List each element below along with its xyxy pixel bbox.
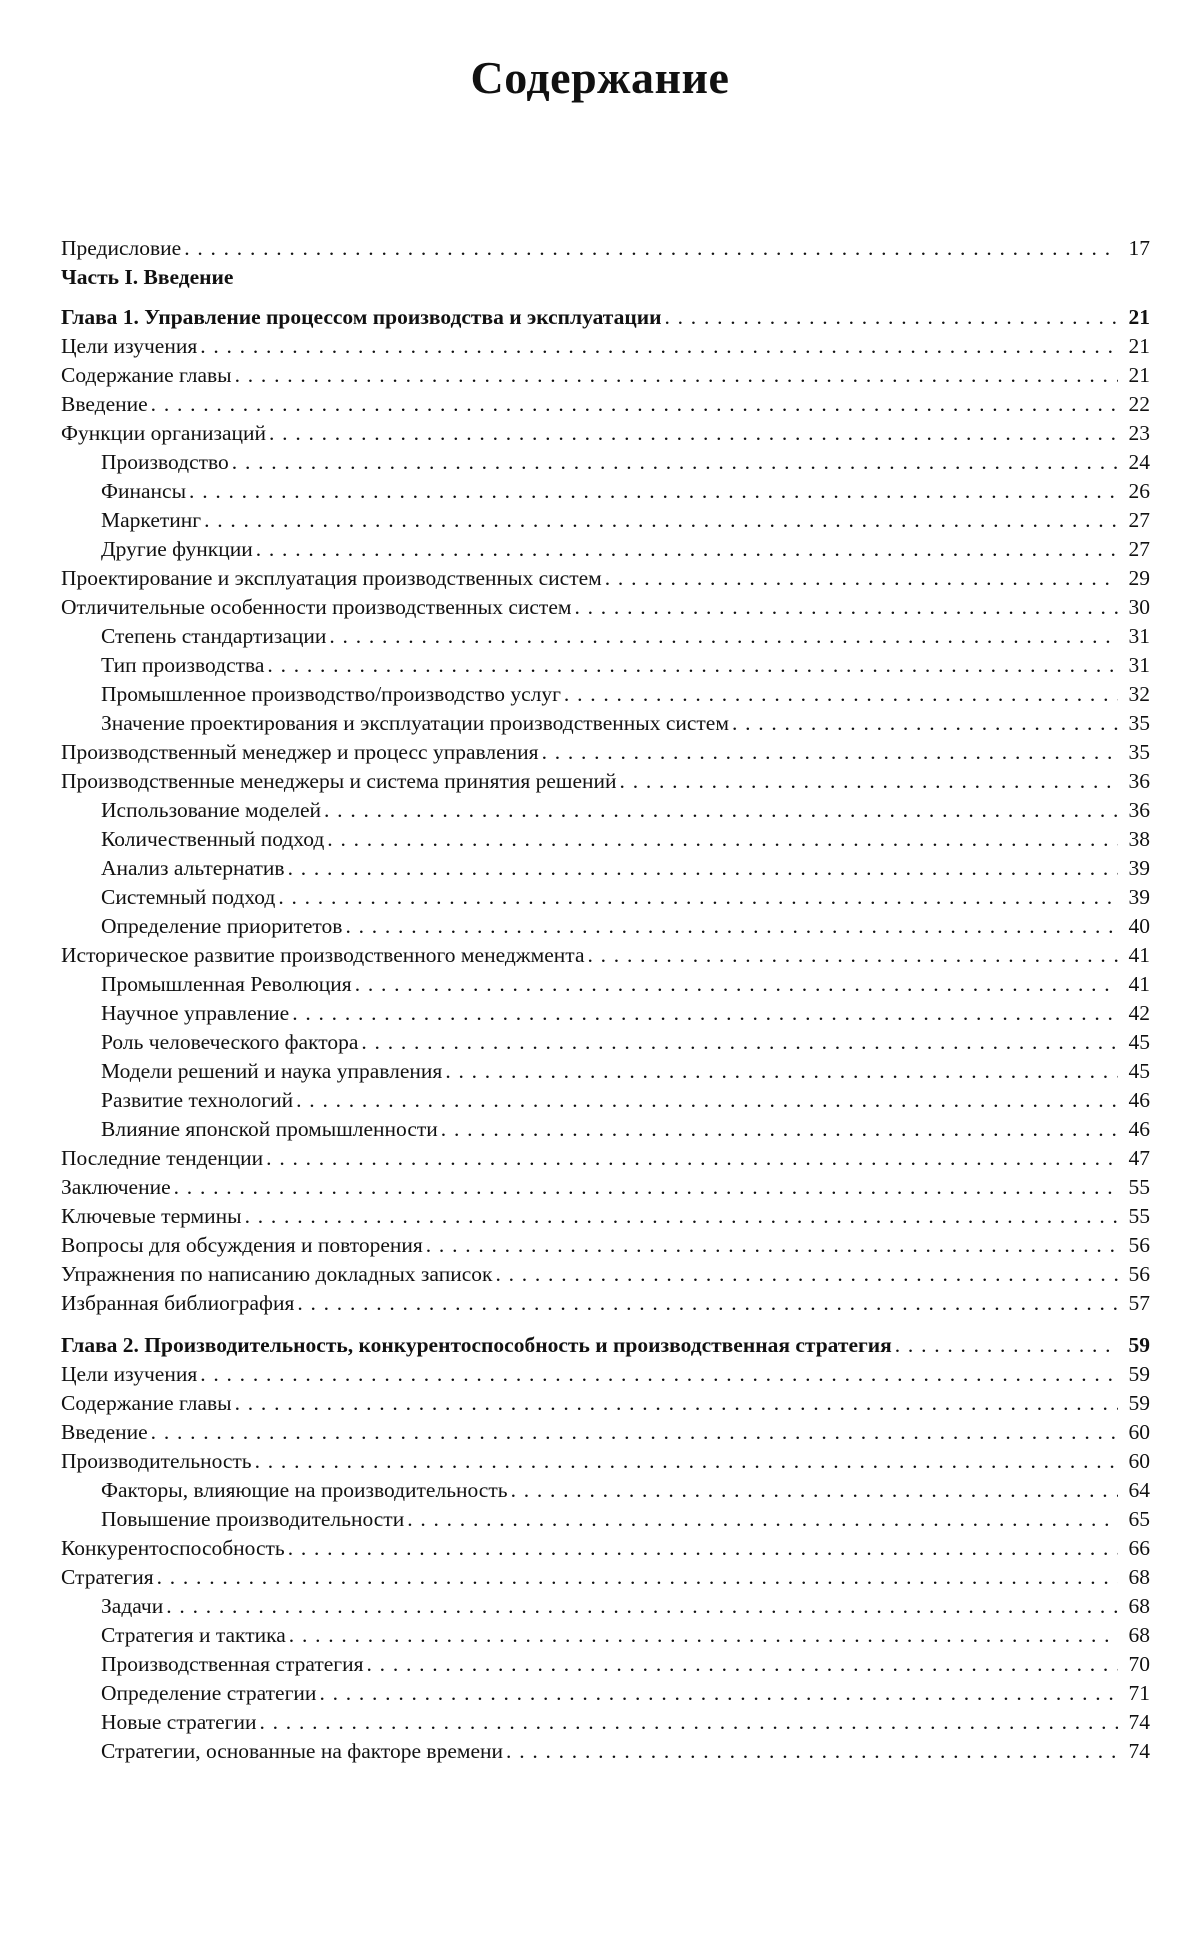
toc-page-number: 68 xyxy=(1128,1594,1150,1618)
toc-entry xyxy=(61,1534,1150,1563)
toc-page-number: 59 xyxy=(1128,1333,1150,1357)
toc-entry xyxy=(61,506,1150,535)
toc-entry xyxy=(61,970,1150,999)
toc-entry-title: Отличительные особенности производственных систем xyxy=(61,595,572,619)
toc-page-number: 22 xyxy=(1128,392,1150,416)
dot-leader xyxy=(574,593,1118,622)
toc-entry xyxy=(61,1231,1150,1260)
dot-leader xyxy=(292,999,1118,1028)
toc-entry xyxy=(61,1202,1150,1231)
toc-entry-title: Маркетинг xyxy=(101,508,202,532)
toc-entry-title: Использование моделей xyxy=(101,798,322,822)
toc-entry-title: Заключение xyxy=(61,1175,171,1199)
dot-leader xyxy=(260,1708,1119,1737)
toc-page-number: 39 xyxy=(1128,856,1150,880)
toc-entry-title: Цели изучения xyxy=(61,1362,198,1386)
toc-entry xyxy=(61,825,1150,854)
toc-page-number: 31 xyxy=(1128,624,1150,648)
toc-entry-title: Финансы xyxy=(101,479,187,503)
toc-entry-title: Степень стандартизации xyxy=(101,624,327,648)
toc-entry-title: Содержание главы xyxy=(61,363,232,387)
toc-entry-title: Историческое развитие производственного менеджмента xyxy=(61,943,585,967)
dot-leader xyxy=(506,1737,1118,1766)
toc-entry xyxy=(61,709,1150,738)
toc-entry-title: Системный подход xyxy=(101,885,276,909)
dot-leader xyxy=(355,970,1118,999)
toc-page-number: 71 xyxy=(1128,1681,1150,1705)
toc-entry xyxy=(61,448,1150,477)
toc-entry-title: Содержание главы xyxy=(61,1391,232,1415)
toc-entry xyxy=(61,680,1150,709)
toc-entry xyxy=(61,1057,1150,1086)
toc-entry-title: Функции организаций xyxy=(61,421,267,445)
toc-entry xyxy=(61,1144,1150,1173)
dot-leader xyxy=(441,1115,1118,1144)
toc-entry xyxy=(61,796,1150,825)
toc-entry xyxy=(61,1737,1150,1766)
toc-page-number: 45 xyxy=(1128,1030,1150,1054)
toc-page-number: 55 xyxy=(1128,1204,1150,1228)
dot-leader xyxy=(542,738,1118,767)
toc-page-number: 41 xyxy=(1128,972,1150,996)
toc-entry-title: Проектирование и эксплуатация производственных систем xyxy=(61,566,602,590)
toc-entry-title: Производительность xyxy=(61,1449,252,1473)
toc-entry xyxy=(61,390,1150,419)
toc-entry-title: Промышленная Революция xyxy=(101,972,352,996)
dot-leader xyxy=(511,1476,1118,1505)
toc-page-number: 46 xyxy=(1128,1117,1150,1141)
toc-page-number: 41 xyxy=(1128,943,1150,967)
toc-entry xyxy=(61,767,1150,796)
toc-page-number: 56 xyxy=(1128,1262,1150,1286)
toc-entry-title: Производственные менеджеры и система принятия решений xyxy=(61,769,617,793)
toc-page-number: 36 xyxy=(1128,769,1150,793)
dot-leader xyxy=(255,1447,1118,1476)
toc-entry xyxy=(61,535,1150,564)
toc-entry-title: Развитие технологий xyxy=(101,1088,294,1112)
dot-leader xyxy=(278,883,1118,912)
toc-page-number: 70 xyxy=(1128,1652,1150,1676)
toc-page-number: 31 xyxy=(1128,653,1150,677)
toc-entry xyxy=(61,1679,1150,1708)
dot-leader xyxy=(151,1418,1118,1447)
toc-entry-title: Стратегии, основанные на факторе времени xyxy=(101,1739,504,1763)
toc-entry-title: Производственная стратегия xyxy=(101,1652,364,1676)
toc-page-number: 27 xyxy=(1128,537,1150,561)
toc-entry xyxy=(61,1621,1150,1650)
toc-entry-title: Тип производства xyxy=(101,653,265,677)
toc-entry xyxy=(61,1476,1150,1505)
toc-page-number: 59 xyxy=(1128,1391,1150,1415)
dot-leader xyxy=(232,448,1118,477)
toc-page-number: 36 xyxy=(1128,798,1150,822)
dot-leader xyxy=(426,1231,1118,1260)
toc-entry xyxy=(61,622,1150,651)
dot-leader xyxy=(184,234,1118,263)
toc-entry xyxy=(61,1289,1150,1318)
toc-entry xyxy=(61,912,1150,941)
toc-entry-title: Избранная библиография xyxy=(61,1291,295,1315)
toc-page-number: 29 xyxy=(1128,566,1150,590)
toc-page-number: 17 xyxy=(1128,236,1150,260)
dot-leader xyxy=(367,1650,1118,1679)
dot-leader xyxy=(665,303,1119,332)
toc-entry-title: Значение проектирования и эксплуатации производственных систем xyxy=(101,711,729,735)
toc-page-number: 24 xyxy=(1128,450,1150,474)
toc-entry-title: Введение xyxy=(61,392,148,416)
toc-entry-title: Задачи xyxy=(101,1594,164,1618)
toc-entry-title: Глава 2. Производительность, конкурентоспособность и производственная стратегия xyxy=(61,1333,892,1357)
toc-page-number: 45 xyxy=(1128,1059,1150,1083)
toc-entry xyxy=(61,1028,1150,1057)
toc-entry xyxy=(61,1360,1150,1389)
dot-leader xyxy=(732,709,1118,738)
toc-page-number: 60 xyxy=(1128,1420,1150,1444)
toc-entry-title: Научное управление xyxy=(101,1001,290,1025)
toc-entry-title: Повышение производительности xyxy=(101,1507,405,1531)
dot-leader xyxy=(200,1360,1118,1389)
toc-page-number: 74 xyxy=(1128,1739,1150,1763)
toc-entry-title: Стратегия xyxy=(61,1565,154,1589)
dot-leader xyxy=(605,564,1118,593)
toc-entry-title: Количественный подход xyxy=(101,827,325,851)
dot-leader xyxy=(269,419,1118,448)
toc-entry-title: Вопросы для обсуждения и повторения xyxy=(61,1233,423,1257)
dot-leader xyxy=(588,941,1119,970)
toc-entry-title: Конкурентоспособность xyxy=(61,1536,285,1560)
toc-chapter-heading xyxy=(61,1331,1150,1360)
toc-entry-title: Часть I. Введение xyxy=(61,265,234,289)
dot-leader xyxy=(288,854,1118,883)
dot-leader xyxy=(200,332,1118,361)
dot-leader xyxy=(288,1534,1118,1563)
toc-entry-title: Роль человеческого фактора xyxy=(101,1030,359,1054)
toc-entry xyxy=(61,999,1150,1028)
toc-page-number: 40 xyxy=(1128,914,1150,938)
dot-leader xyxy=(296,1086,1118,1115)
toc-entry-title: Новые стратегии xyxy=(101,1710,257,1734)
toc-page-number: 42 xyxy=(1128,1001,1150,1025)
dot-leader xyxy=(157,1563,1118,1592)
toc-entry xyxy=(61,1260,1150,1289)
dot-leader xyxy=(361,1028,1118,1057)
toc-page-number: 27 xyxy=(1128,508,1150,532)
toc-entry xyxy=(61,1505,1150,1534)
toc-page-number: 23 xyxy=(1128,421,1150,445)
toc-page-number: 35 xyxy=(1128,711,1150,735)
toc-entry xyxy=(61,361,1150,390)
toc-entry-title: Предисловие xyxy=(61,236,182,260)
toc-entry xyxy=(61,1115,1150,1144)
toc-entry-title: Определение стратегии xyxy=(101,1681,317,1705)
toc-page-number: 55 xyxy=(1128,1175,1150,1199)
dot-leader xyxy=(151,390,1118,419)
dot-leader xyxy=(166,1592,1118,1621)
dot-leader xyxy=(345,912,1118,941)
dot-leader xyxy=(327,825,1118,854)
dot-leader xyxy=(289,1621,1118,1650)
dot-leader xyxy=(267,651,1118,680)
toc-page-number: 35 xyxy=(1128,740,1150,764)
toc-entry-title: Глава 1. Управление процессом производства и эксплуатации xyxy=(61,305,662,329)
toc-page-number: 21 xyxy=(1128,305,1150,329)
toc-entry xyxy=(61,1389,1150,1418)
toc-entry xyxy=(61,593,1150,622)
toc-entry xyxy=(61,564,1150,593)
toc-page-number: 21 xyxy=(1128,363,1150,387)
toc-entry xyxy=(61,1708,1150,1737)
dot-leader xyxy=(564,680,1118,709)
toc-entry-title: Промышленное производство/производство услуг xyxy=(101,682,561,706)
toc-entry xyxy=(61,477,1150,506)
toc-entry xyxy=(61,1563,1150,1592)
toc-entry xyxy=(61,883,1150,912)
toc-entry xyxy=(61,1086,1150,1115)
toc-entry-title: Факторы, влияющие на производительность xyxy=(101,1478,508,1502)
dot-leader xyxy=(235,1389,1118,1418)
toc-page-number: 64 xyxy=(1128,1478,1150,1502)
toc-entry-title: Производство xyxy=(101,450,229,474)
toc-page-number: 32 xyxy=(1128,682,1150,706)
toc-page-number: 59 xyxy=(1128,1362,1150,1386)
toc-page-number: 68 xyxy=(1128,1623,1150,1647)
toc-page-number: 47 xyxy=(1128,1146,1150,1170)
dot-leader xyxy=(245,1202,1118,1231)
dot-leader xyxy=(324,796,1118,825)
page-title: Содержание xyxy=(470,52,730,103)
toc-page-number: 39 xyxy=(1128,885,1150,909)
toc-entry xyxy=(61,234,1150,263)
toc-page-number: 57 xyxy=(1128,1291,1150,1315)
dot-leader xyxy=(895,1331,1118,1360)
dot-leader xyxy=(174,1173,1118,1202)
toc-entry xyxy=(61,1650,1150,1679)
dot-leader xyxy=(620,767,1118,796)
toc-entry-title: Определение приоритетов xyxy=(101,914,343,938)
toc-page-number: 65 xyxy=(1128,1507,1150,1531)
toc-entry-title: Стратегия и тактика xyxy=(101,1623,286,1647)
toc-entry xyxy=(61,332,1150,361)
toc-entry xyxy=(61,651,1150,680)
dot-leader xyxy=(256,535,1118,564)
dot-leader xyxy=(319,1679,1118,1708)
toc-entry-title: Введение xyxy=(61,1420,148,1444)
toc-page-number: 66 xyxy=(1128,1536,1150,1560)
toc-entry-title: Последние тенденции xyxy=(61,1146,264,1170)
toc-part-heading xyxy=(61,263,1150,292)
toc-entry xyxy=(61,738,1150,767)
dot-leader xyxy=(445,1057,1118,1086)
toc-page-number: 26 xyxy=(1128,479,1150,503)
toc-entry-title: Упражнения по написанию докладных записок xyxy=(61,1262,493,1286)
toc-page-number: 38 xyxy=(1128,827,1150,851)
dot-leader xyxy=(407,1505,1118,1534)
toc-entry-title: Влияние японской промышленности xyxy=(101,1117,438,1141)
dot-leader xyxy=(235,361,1118,390)
dot-leader xyxy=(189,477,1118,506)
toc-page-number: 56 xyxy=(1128,1233,1150,1257)
toc-page-number: 21 xyxy=(1128,334,1150,358)
dot-leader xyxy=(266,1144,1118,1173)
toc-entry xyxy=(61,1173,1150,1202)
dot-leader xyxy=(495,1260,1118,1289)
dot-leader xyxy=(297,1289,1118,1318)
toc-entry-title: Анализ альтернатив xyxy=(101,856,285,880)
dot-leader xyxy=(329,622,1118,651)
toc-entry-title: Модели решений и наука управления xyxy=(101,1059,443,1083)
toc-entry-title: Другие функции xyxy=(101,537,253,561)
toc-page-number: 30 xyxy=(1128,595,1150,619)
toc-entry-title: Производственный менеджер и процесс управления xyxy=(61,740,539,764)
toc-entry xyxy=(61,941,1150,970)
toc-entry xyxy=(61,419,1150,448)
toc-page-number: 68 xyxy=(1128,1565,1150,1589)
toc-entry-title: Цели изучения xyxy=(61,334,198,358)
toc-entry xyxy=(61,1592,1150,1621)
toc-entry xyxy=(61,1447,1150,1476)
toc-page-number: 60 xyxy=(1128,1449,1150,1473)
toc-page-number: 46 xyxy=(1128,1088,1150,1112)
dot-leader xyxy=(204,506,1118,535)
toc-entry-title: Ключевые термины xyxy=(61,1204,242,1228)
toc-chapter-heading xyxy=(61,303,1150,332)
table-of-contents xyxy=(61,234,1150,1766)
toc-entry xyxy=(61,1418,1150,1447)
toc-page-number: 74 xyxy=(1128,1710,1150,1734)
toc-entry xyxy=(61,854,1150,883)
